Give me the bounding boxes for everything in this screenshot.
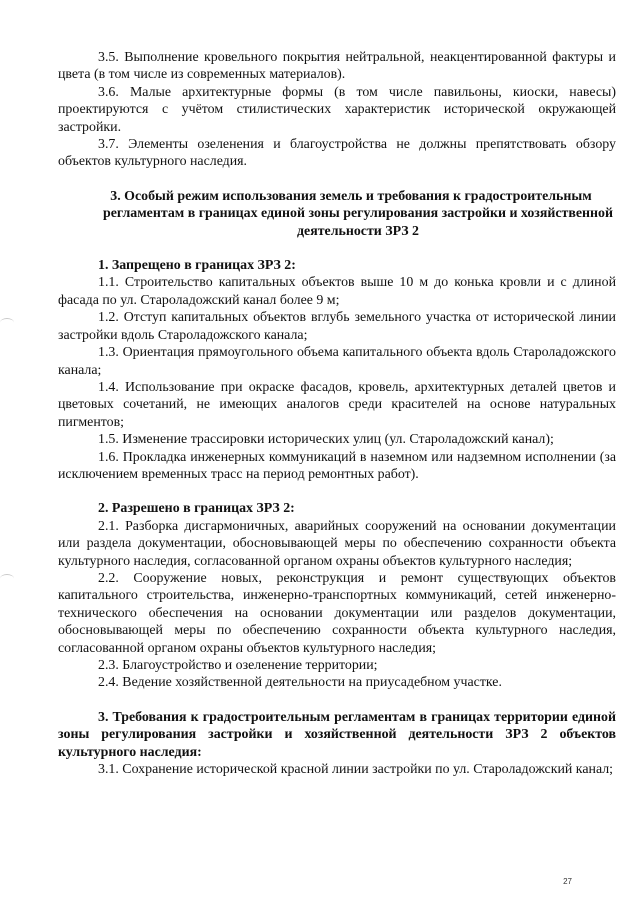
section-heading: 3. Особый режим использования земель и требования к градостроительным регламентам в границах единой зоны регулирования застройки и хозяйственной деятельности ЗРЗ 2 <box>102 188 613 239</box>
permitted-item: 2.4. Ведение хозяйственной деятельности на приусадебном участке. <box>98 675 502 691</box>
permitted-item: 2.3. Благоустройство и озеленение территории; <box>98 658 378 673</box>
permitted-item: 2.2. Сооружение новых, реконструкция и ремонт существующих объектов капитального строительства, инженерно-транспортных коммуникаций, сетей инженерно-технического обеспечения на основании документации или разделов документации, обосновывающей меры по обеспечению сохранности объекта культурного наследия, согласованной органом охраны объектов культурного наследия; <box>58 570 616 656</box>
permitted-heading: 2. Разрешено в границах ЗРЗ 2: <box>98 501 295 517</box>
paragraph-3-6: 3.6. Малые архитектурные формы (в том числе павильоны, киоски, навесы) проектируются с учётом стилистических характеристик исторической окружающей застройки. <box>58 84 616 135</box>
prohibited-item: 1.3. Ориентация прямоугольного объема капитального объекта вдоль Староладожского канала; <box>58 345 616 378</box>
requirements-item: 3.1. Сохранение исторической красной линии застройки по ул. Староладожский канал; <box>98 762 614 778</box>
prohibited-item: 1.1. Строительство капитальных объектов выше 10 м до конька кровли и с длиной фасада по ул. Староладожский канал более 9 м; <box>58 275 616 308</box>
prohibited-item: 1.2. Отступ капитальных объектов вглубь земельного участка от исторической линии застройки вдоль Староладожского канала; <box>58 310 616 343</box>
prohibited-heading: 1. Запрещено в границах ЗРЗ 2: <box>98 258 296 274</box>
scan-margin-mark <box>0 574 14 583</box>
permitted-item: 2.1. Разборка дисгармоничных, аварийных сооружений на основании документации или раздела документации, обосновывающей меры по обеспечению сохранности объекта культурного наследия, согласованной органом охраны объектов культурного наследия; <box>58 518 616 569</box>
paragraph-3-7: 3.7. Элементы озеленения и благоустройства не должны препятствовать обзору объектов культурного наследия. <box>58 137 616 170</box>
prohibited-item: 1.4. Использование при окраске фасадов, кровель, архитектурных деталей цветов и цветовых сочетаний, не имеющих аналогов среди красителей на основе натуральных пигментов; <box>58 379 616 430</box>
scan-margin-mark <box>0 318 14 327</box>
document-body <box>58 49 616 778</box>
prohibited-item: 1.6. Прокладка инженерных коммуникаций в наземном или надземном исполнении (за исключением временных трасс на период ремонтных работ). <box>58 449 616 482</box>
prohibited-item: 1.5. Изменение трассировки исторических улиц (ул. Староладожский канал); <box>98 432 554 448</box>
paragraph-3-5: 3.5. Выполнение кровельного покрытия нейтральной, неакцентированной фактуры и цвета (в том числе из современных материалов). <box>58 50 616 83</box>
requirements-heading: 3. Требования к градостроительным регламентам в границах территории единой зоны регулирования застройки и хозяйственной деятельности ЗРЗ 2 объектов культурного наследия: <box>58 709 616 760</box>
page-number: 27 <box>563 877 572 886</box>
